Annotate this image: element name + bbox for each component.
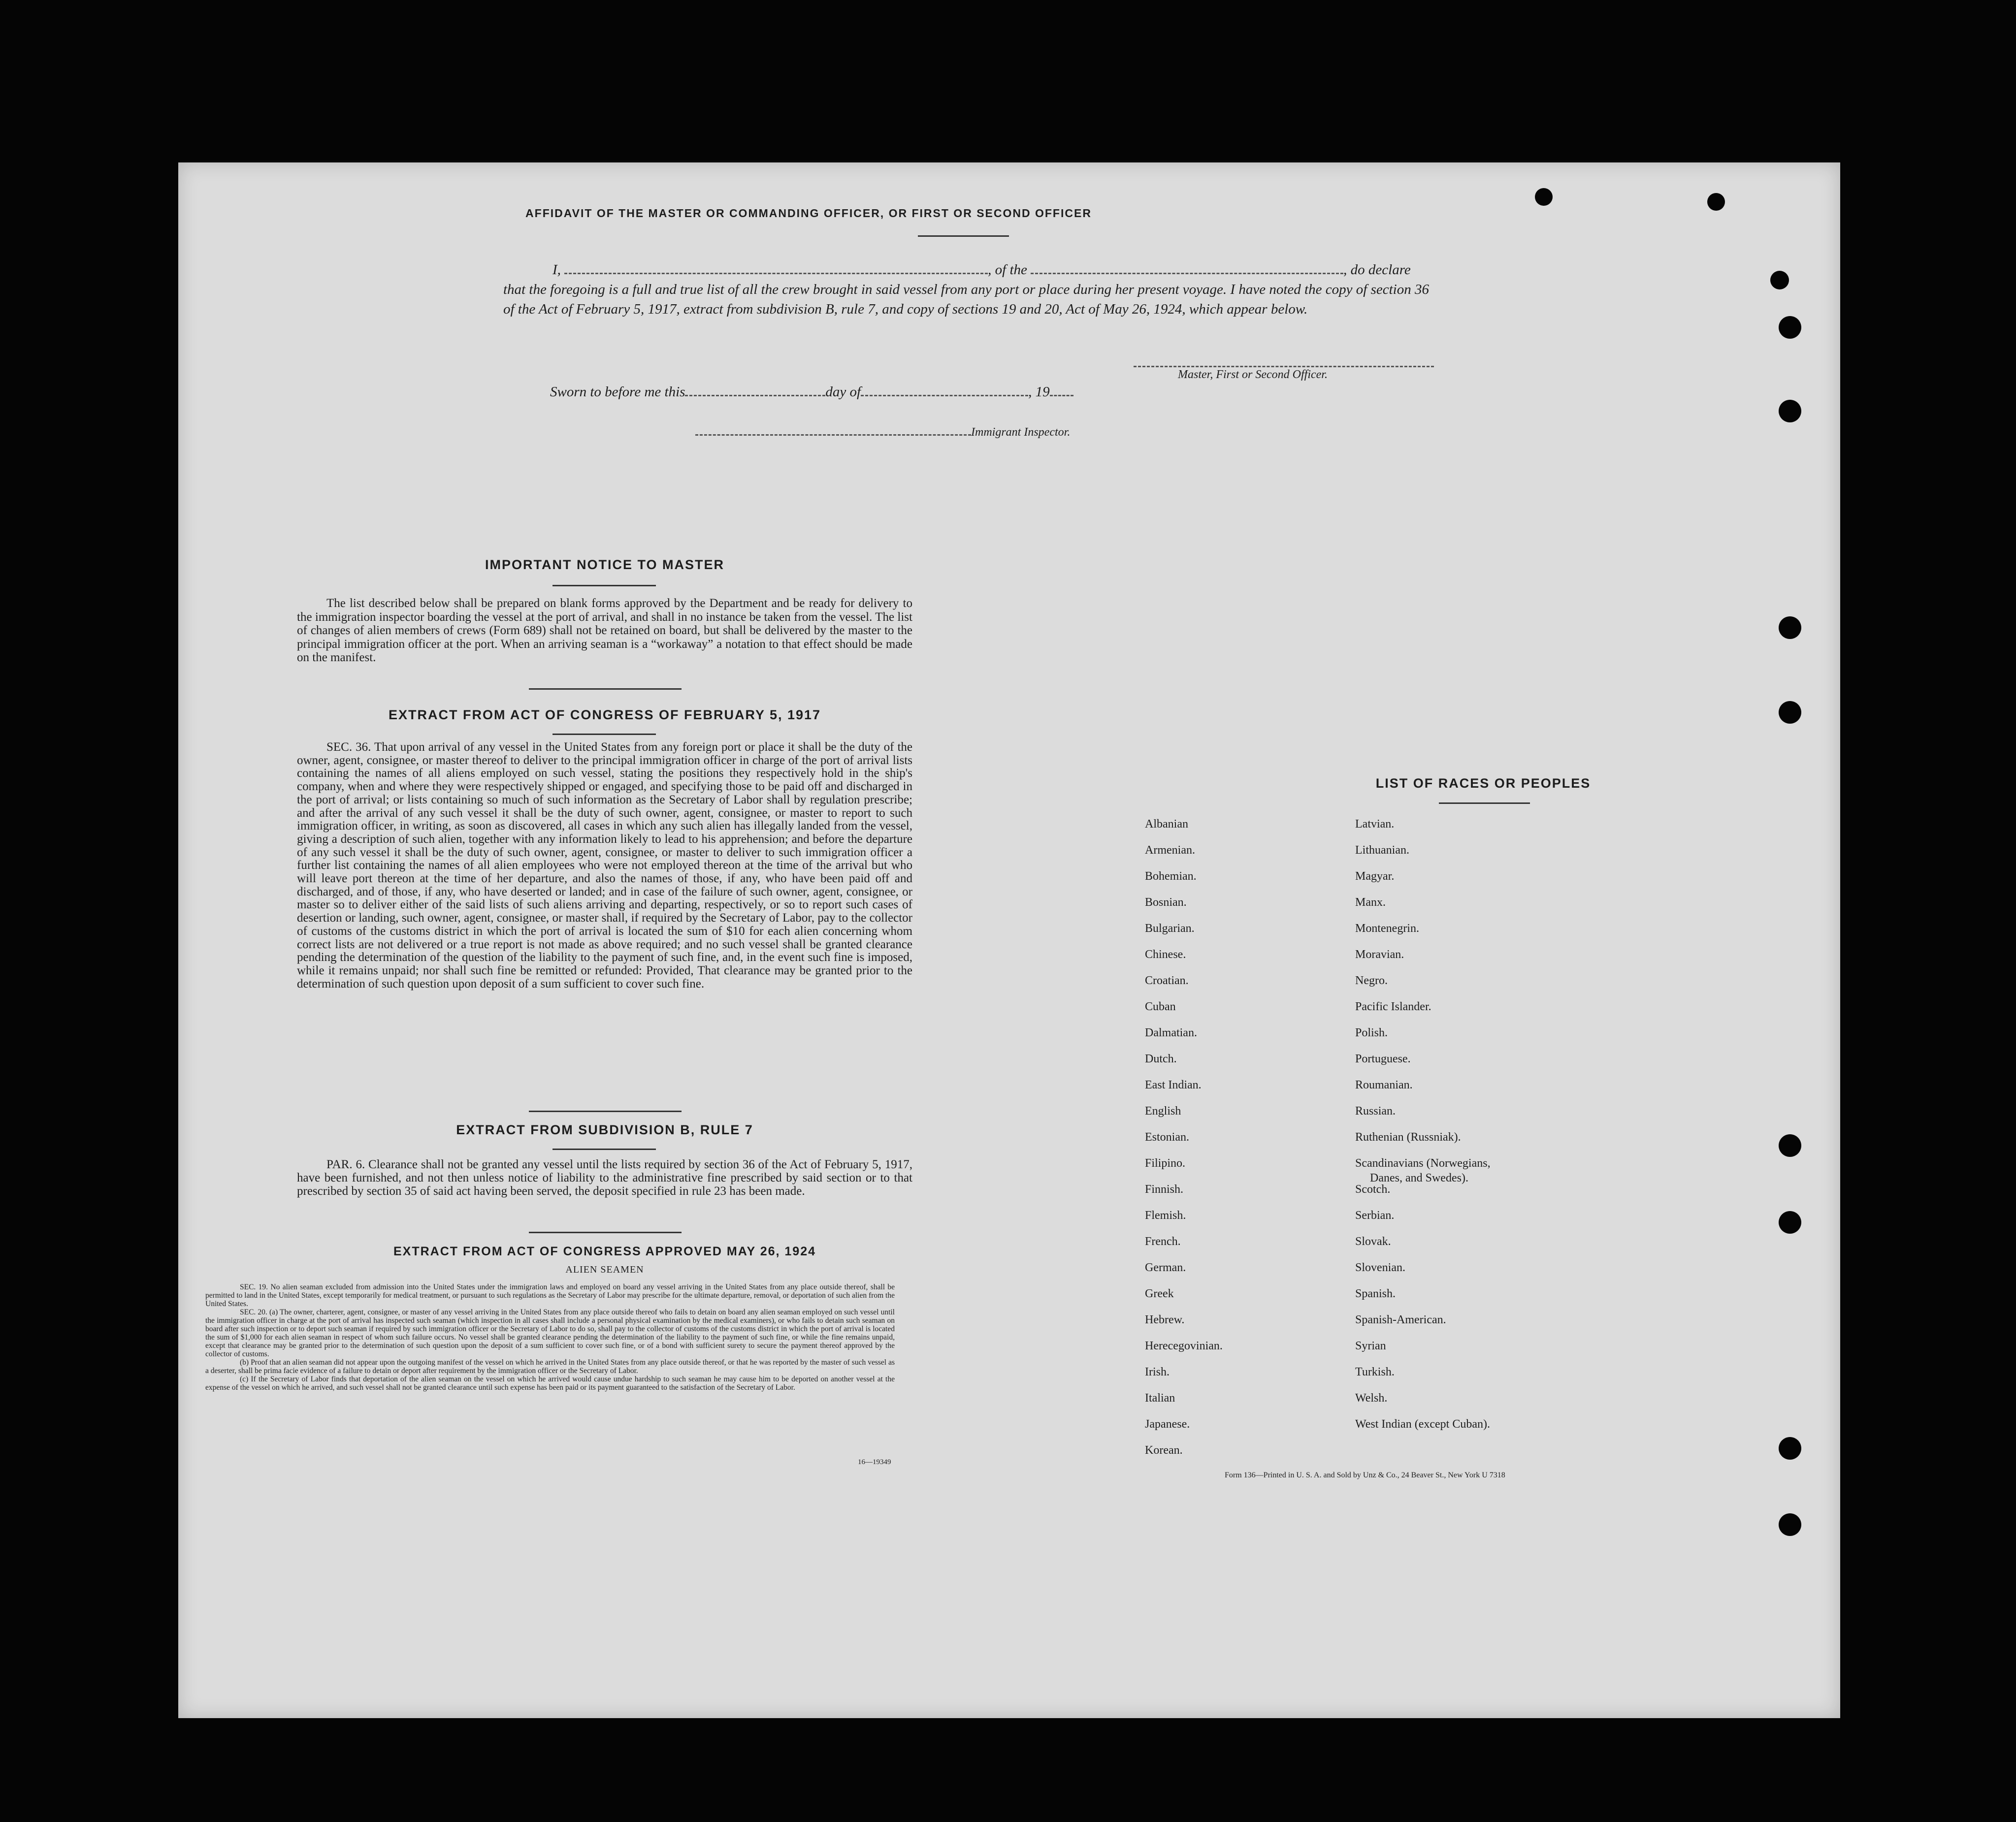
race-item: Bohemian. [1145,870,1197,883]
race-item: Japanese. [1145,1418,1190,1431]
affidavit-title: AFFIDAVIT OF THE MASTER OR COMMANDING OFFICER, OR FIRST OR SECOND OFFICER [525,207,1092,220]
race-item: Negro. [1355,974,1388,987]
race-item: West Indian (except Cuban). [1355,1418,1490,1431]
rule7-body: PAR. 6. Clearance shall not be granted any vessel until the lists required by section 36 of the Act of February 5, 1917, have been furnished, and not then unless notice of liability to the administrative fine prescribed by said section or to that prescribed by section 35 of said act having been served, the deposit specified in rule 23 has been made. [297,1158,912,1198]
sworn-year-blank[interactable] [1050,384,1073,396]
footer-imprint: Form 136—Printed in U. S. A. and Sold by Unz & Co., 24 Beaver St., New York U 7318 [1225,1471,1505,1479]
punch-hole [1779,616,1801,639]
inspector-label: Immigrant Inspector. [971,426,1071,439]
punch-hole [1779,1437,1801,1460]
races-heading: LIST OF RACES OR PEOPLES [1375,776,1591,791]
extract-1924-body [205,1283,895,1392]
race-item: Roumanian. [1355,1079,1413,1091]
punch-hole [1535,188,1553,206]
extract-1917-rule [553,734,656,735]
race-item: Polish. [1355,1026,1388,1039]
race-item: Manx. [1355,896,1386,909]
punch-hole [1779,1513,1801,1536]
race-item: Russian. [1355,1105,1396,1118]
race-item: Korean. [1145,1444,1183,1457]
extract-1917-bottom-rule [529,1111,682,1112]
race-item: Slovak. [1355,1235,1391,1248]
sworn-line [550,384,1073,400]
signature-label: Master, First or Second Officer. [1178,368,1328,381]
race-item: Magyar. [1355,870,1395,883]
race-item: Croatian. [1145,974,1189,987]
race-item: Spanish-American. [1355,1313,1446,1326]
race-item: French. [1145,1235,1181,1248]
extract-1917-heading: EXTRACT FROM ACT OF CONGRESS OF FEBRUARY 5, 1917 [388,707,821,722]
extract-1924-subheading: ALIEN SEAMEN [565,1264,644,1275]
extract-1917-body: SEC. 36. That upon arrival of any vessel in the United States from any foreign port or place it shall be the duty of the owner, agent, consignee, or master thereof to deliver to the principal immigration officer in charge of the port of arrival lists containing the names of all aliens employed on such vessel, stating the positions they respectively hold in the ship's company, when and where they were respectively shipped or engaged, and specifying those to be paid off and discharged in the port of arrival; or lists containing so much of such information as the Secretary of Labor shall by regulation prescribe; and after the arrival of any such vessel it shall be the duty of such owner, agent, consignee, or master to report to such immigration officer, in writing, as soon as discovered, all cases in which any such alien has illegally landed from the vessel, giving a description of such alien, together with any information likely to lead to his apprehension; and before the departure of any such vessel it shall be the duty of such owner, agent, consignee, or master to deliver to such immigration officer a further list containing the names of all alien employees who were not employed thereon at the time of the arrival but who will leave port thereon at the time of her departure, and also the names of those, if any, who have been paid off and discharged, and of those, if any, who have deserted or landed; and in case of the failure of such owner, agent, consignee, or master so to deliver either of the said lists of such aliens arriving and departing, respectively, or so to report such cases of desertion or landing, such owner, agent, consignee, or master shall, if required by the Secretary of Labor, pay to the collector of customs of the customs district in which the port of arrival is located the sum of $10 for each alien concerning whom correct lists are not delivered or a true report is not made as above required; and no such vessel shall be granted clearance pending the determination of the question of the liability to the payment of such fine, and, in the event such fine is imposed, while it remains unpaid; nor shall such fine be remitted or refunded: Provided, That clearance may be granted prior to the determination of such question upon deposit of a sum sufficient to cover such fine. [297,740,912,991]
sworn-day-of: day of [825,384,861,400]
vessel-name-blank[interactable] [1031,262,1343,274]
affidavit-i: I, [553,262,561,278]
sec-20a: SEC. 20. (a) The owner, charterer, agent, consignee, or master of any vessel arriving in the United States from any place outside thereof who fails to detain on board any alien seaman employed on such vessel until the immigration officer in charge at the port of arrival has inspected such seaman (which inspection in all cases shall include a personal physical examination by the medical examiners), or who fails to detain such seaman on board after such inspection or to deport such seaman if required by such immigration officer or the Secretary of Labor to do so, shall pay to the collector of customs of the customs district in which the port of arrival is located the sum of $1,000 for each alien seaman in respect of whom such failure occurs. No vessel shall be granted clearance pending the determination of the liability to the payment of such fine, or while the fine remains unpaid, except that clearance may be granted prior to the determination of such question upon the deposit of a sum sufficient to cover such fine, or of a bond with sufficient surety to secure the payment thereof approved by the collector of customs. [205,1308,895,1358]
punch-hole [1770,271,1789,289]
punch-hole [1779,1134,1801,1157]
race-item: Albanian [1145,818,1188,831]
race-item: Estonian. [1145,1131,1189,1144]
notice-heading: IMPORTANT NOTICE TO MASTER [485,557,724,572]
race-item: Syrian [1355,1340,1386,1352]
notice-bottom-rule [529,688,682,690]
affidavit-of-the: , of the [988,262,1027,278]
race-item: Chinese. [1145,948,1186,961]
extract-1924-heading: EXTRACT FROM ACT OF CONGRESS APPROVED MAY 26, 1924 [393,1245,816,1258]
race-item: Bosnian. [1145,896,1187,909]
race-item: Lithuanian. [1355,844,1409,857]
punch-hole [1707,193,1725,211]
race-item: Serbian. [1355,1209,1395,1222]
race-item: Spanish. [1355,1287,1396,1300]
sworn-month-blank[interactable] [861,384,1028,396]
sec-19: SEC. 19. No alien seaman excluded from admission into the United States under the immigration laws and employed on board any vessel arriving in the United States from any place outside thereof, shall be permitted to land in the United States, except temporarily for medical treatment, or pursuant to such regulations as the Secretary of Labor may prescribe for the ultimate departure, removal, or deportation of such alien from the United States. [205,1283,895,1308]
race-item: Dutch. [1145,1053,1177,1065]
sworn-text: Sworn to before me this [550,384,685,400]
race-item: German. [1145,1261,1186,1274]
race-item: Dalmatian. [1145,1026,1197,1039]
race-item: Greek [1145,1287,1174,1300]
race-item: Montenegrin. [1355,922,1419,935]
races-rule [1439,802,1530,804]
race-item: Scotch. [1355,1183,1391,1196]
notice-body: The list described below shall be prepared on blank forms approved by the Department and be ready for delivery to the immigration inspector boarding the vessel at the port of arrival, and shall in no instance be taken from the vessel. The list of changes of alien members of crews (Form 689) shall not be retained on board, but shall be delivered by the master to the principal immigration officer at the port. When an arriving seaman is a “workaway” a notation to that effect should be made on the manifest. [297,597,912,664]
sworn-year: , 19 [1028,384,1050,400]
rule7-rule [553,1149,656,1150]
form-sheet [178,162,1840,1718]
inspector-line [695,423,1070,439]
sec-20b: (b) Proof that an alien seaman did not appear upon the outgoing manifest of the vessel on which he arrived in the United States from any place outside thereof, or that he was reported by the master of such vessel as a deserter, shall be prima facie evidence of a failure to detain or deport after requirement by the immigration officer or the Secretary of Labor. [205,1358,895,1375]
race-item: Slovenian. [1355,1261,1405,1274]
race-item: Bulgarian. [1145,922,1195,935]
race-item: Filipino. [1145,1157,1186,1170]
race-item: Finnish. [1145,1183,1184,1196]
inspector-signature-blank[interactable] [695,423,971,436]
affidavit-body: that the foregoing is a full and true list of all the crew brought in said vessel from any port or place during her present voyage. I have noted the copy of section 36 of the Act of February 5, 1917, extract from subdivision B, rule 7, and copy of sections 19 and 20, Act of May 26, 1924, which appear below. [503,282,1429,317]
race-item: Pacific Islander. [1355,1000,1431,1013]
race-item: Irish. [1145,1366,1170,1378]
race-item: English [1145,1105,1181,1118]
affidavit-declaration-line [503,260,1611,280]
race-item: Ruthenian (Russniak). [1355,1131,1461,1144]
race-item: Welsh. [1355,1392,1388,1405]
race-item: East Indian. [1145,1079,1202,1091]
punch-hole [1779,701,1801,724]
punch-hole [1779,1211,1801,1234]
race-item: Danes, and Swedes). [1370,1172,1468,1184]
race-item: Herecegovinian. [1145,1340,1223,1352]
rule7-heading: EXTRACT FROM SUBDIVISION B, RULE 7 [456,1122,753,1137]
master-name-blank[interactable] [564,262,988,274]
race-item: Flemish. [1145,1209,1186,1222]
rule7-bottom-rule [529,1232,682,1233]
signature-line[interactable] [1134,366,1434,367]
form-code: 16—19349 [858,1458,891,1466]
sworn-date-blank[interactable] [685,384,825,396]
punch-hole [1779,316,1801,339]
race-item: Latvian. [1355,818,1395,831]
notice-rule [553,585,656,586]
race-item: Italian [1145,1392,1175,1405]
race-item: Moravian. [1355,948,1404,961]
punch-hole [1779,400,1801,422]
race-item: Turkish. [1355,1366,1395,1378]
affidavit-do-declare: , do declare [1343,262,1411,278]
race-item: Armenian. [1145,844,1195,857]
race-item: Hebrew. [1145,1313,1185,1326]
race-item: Scandinavians (Norwegians, [1355,1157,1491,1170]
sec-20c: (c) If the Secretary of Labor finds that deportation of the alien seaman on the vessel on which he arrived would cause undue hardship to such seaman he may cause him to be deported on another vessel at the expense of the vessel on which he arrived, and such vessel shall not be granted clearance until such expense has been paid or its payment guaranteed to the satisfaction of the Secretary of Labor. [205,1375,895,1392]
race-item: Cuban [1145,1000,1176,1013]
race-item: Portuguese. [1355,1053,1411,1065]
title-rule [918,235,1009,237]
